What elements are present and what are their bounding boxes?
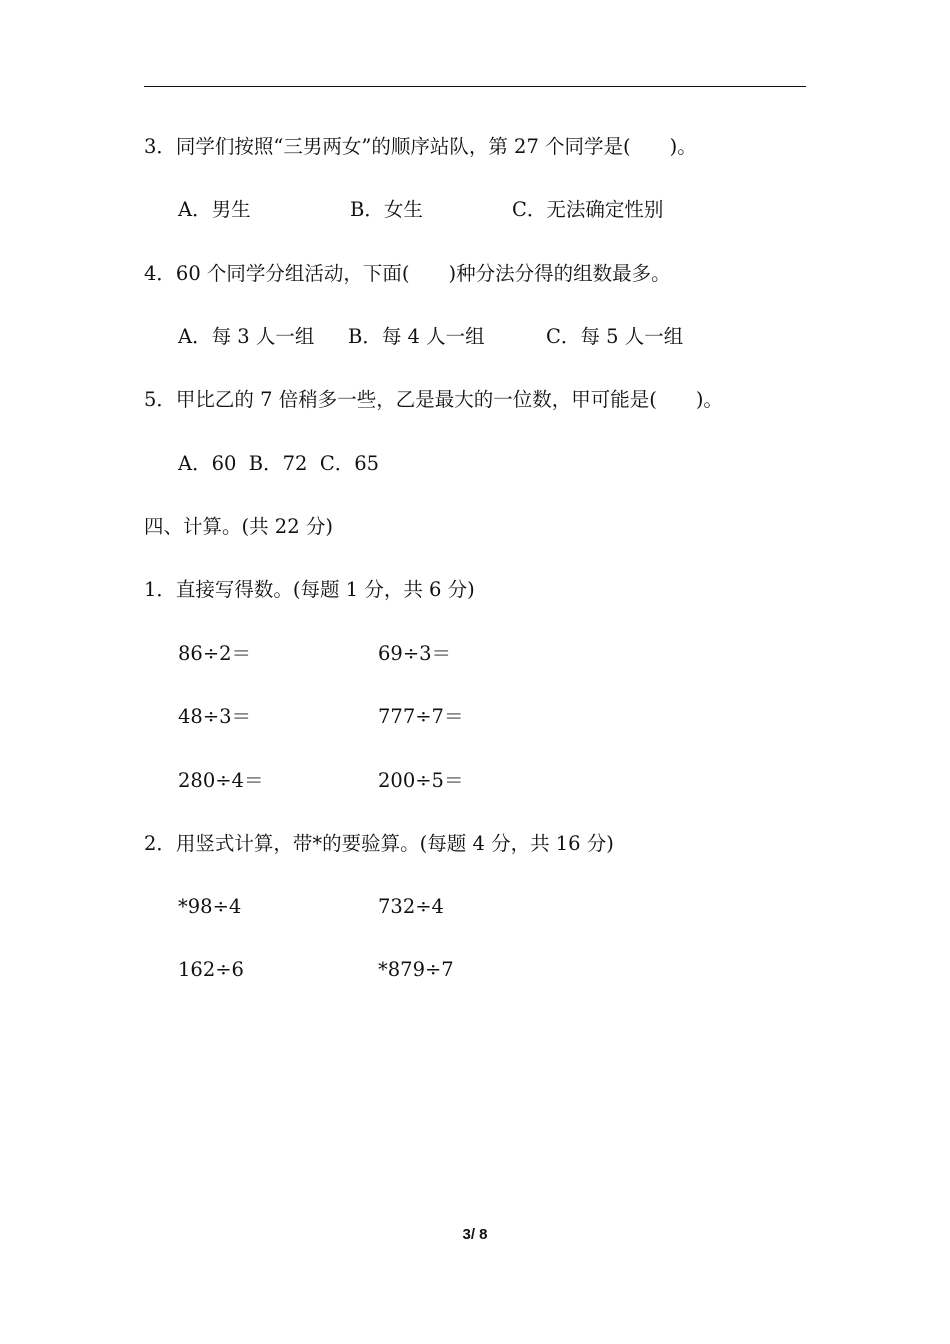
header-rule — [144, 86, 806, 87]
calc-item: 48÷3＝ — [178, 705, 252, 728]
part-2-title: 2．用竖式计算，带*的要验算。(每题 4 分，共 16 分) — [144, 832, 614, 855]
q3-option-b: B．女生 — [350, 198, 423, 221]
q4-option-a: A．每 3 人一组 — [178, 325, 315, 348]
q5-options: A．60 B．72 C．65 — [178, 452, 380, 475]
page-number: 3/ 8 — [462, 1226, 488, 1243]
vertical-calc-item: 162÷6 — [178, 958, 244, 981]
vertical-calc-item: 732÷4 — [378, 895, 444, 918]
calc-item: 86÷2＝ — [178, 642, 252, 665]
q3-option-a: A．男生 — [178, 198, 251, 221]
part-1-title: 1．直接写得数。(每题 1 分，共 6 分) — [144, 578, 475, 601]
calc-item: 280÷4＝ — [178, 769, 264, 792]
q4-option-b: B．每 4 人一组 — [348, 325, 485, 348]
q4-option-c: C．每 5 人一组 — [546, 325, 684, 348]
question-3: 3．同学们按照“三男两女”的顺序站队，第 27 个同学是( )。 — [144, 135, 697, 158]
question-5: 5．甲比乙的 7 倍稍多一些，乙是最大的一位数，甲可能是( )。 — [144, 388, 723, 411]
q3-option-c: C．无法确定性别 — [512, 198, 664, 221]
question-4: 4．60 个同学分组活动，下面( )种分法分得的组数最多。 — [144, 262, 671, 285]
calc-item: 69÷3＝ — [378, 642, 452, 665]
vertical-calc-item: *98÷4 — [178, 895, 242, 918]
section-4-title: 四、计算。(共 22 分) — [144, 515, 333, 538]
vertical-calc-item: *879÷7 — [378, 958, 454, 981]
calc-item: 200÷5＝ — [378, 769, 464, 792]
calc-item: 777÷7＝ — [378, 705, 464, 728]
